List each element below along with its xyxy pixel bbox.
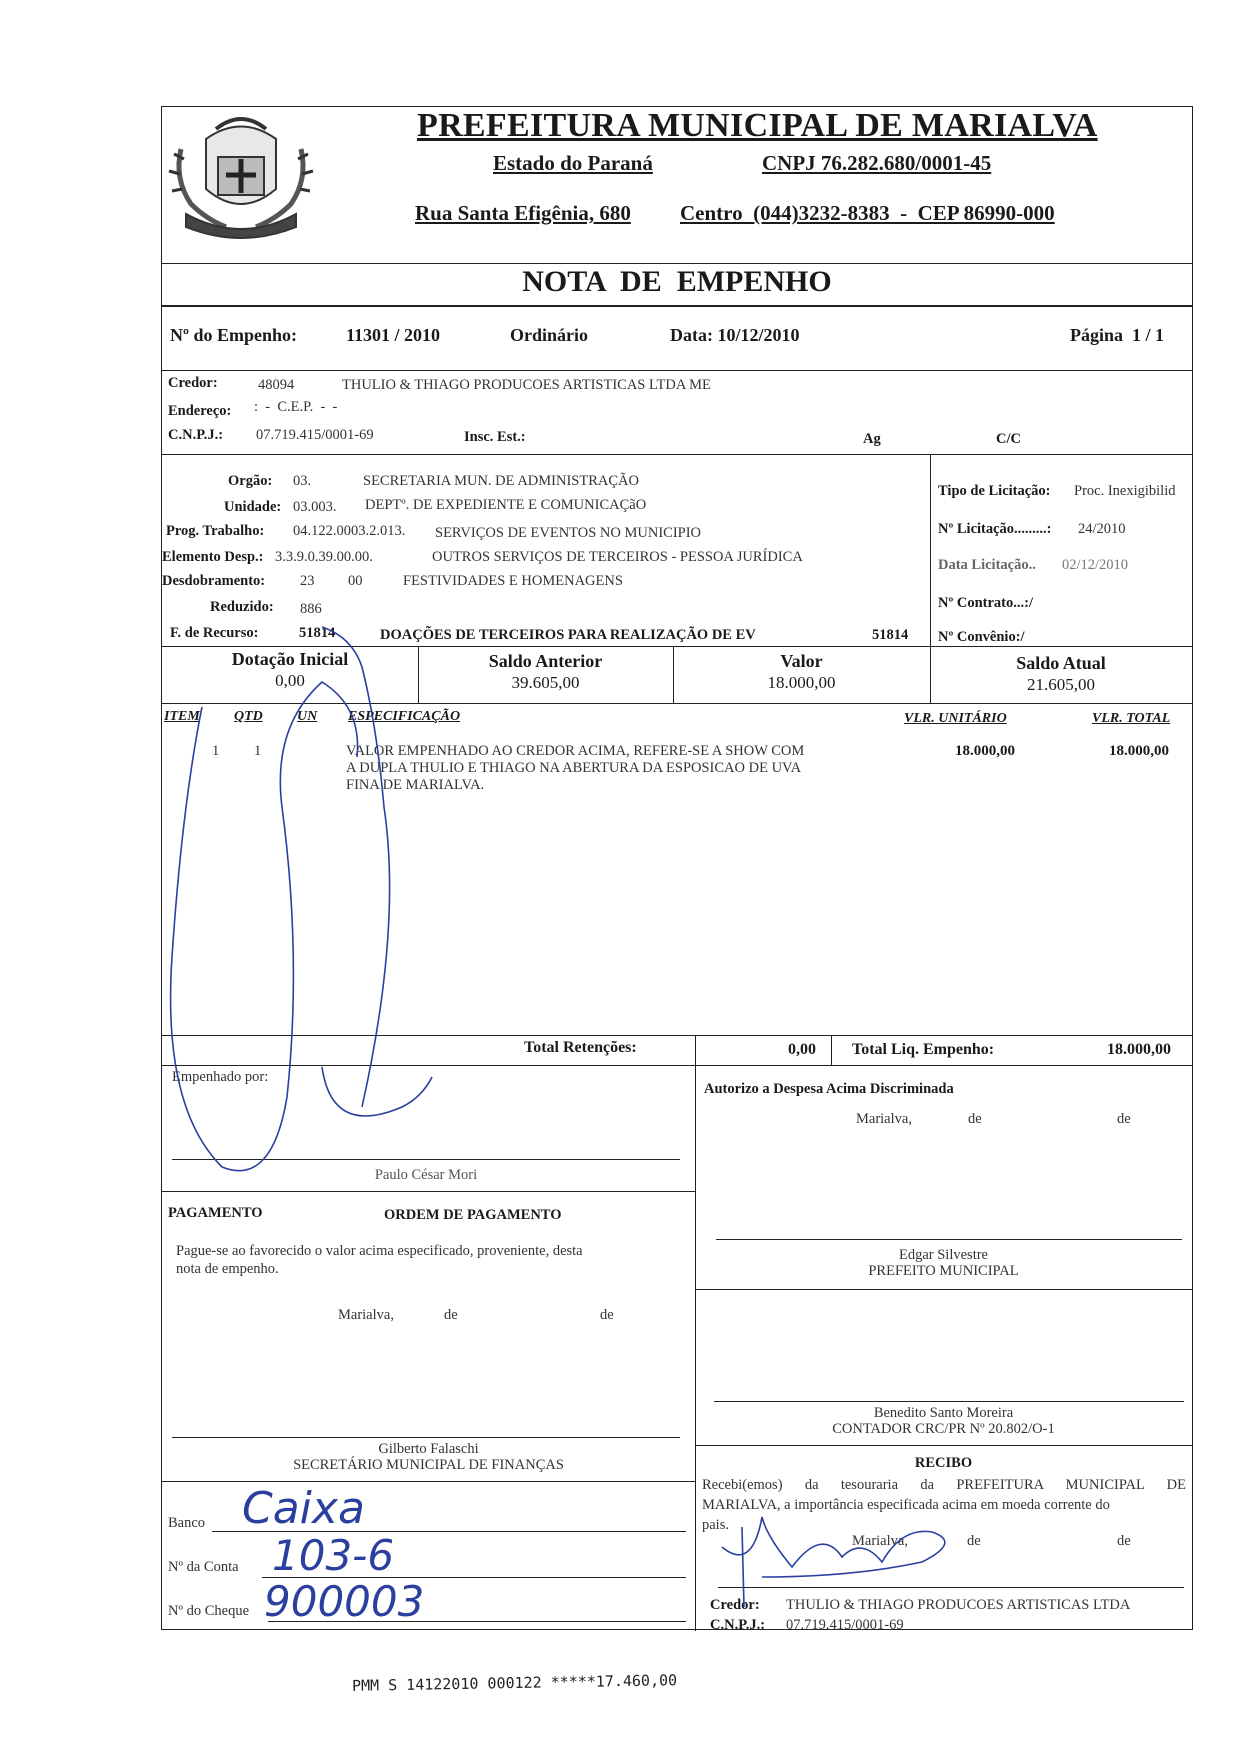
contact-header: Centro (044)3232-8383 - CEP 86990-000 bbox=[680, 201, 1055, 225]
unidade-name: DEPTº. DE EXPEDIENTE E COMUNICAÇãO bbox=[365, 497, 647, 513]
ag-label: Ag bbox=[863, 431, 881, 447]
banco-label: Banco bbox=[168, 1515, 206, 1531]
total-liquido-value: 18.000,00 bbox=[1107, 1041, 1171, 1058]
saldo-anterior-value: 39.605,00 bbox=[511, 673, 580, 692]
col-qtd: QTD bbox=[234, 709, 263, 724]
total-retencoes-label: Total Retenções: bbox=[524, 1039, 637, 1056]
municipality-title: PREFEITURA MUNICIPAL DE MARIALVA bbox=[417, 107, 1098, 144]
secretario-title: SECRETÁRIO MUNICIPAL DE FINANÇAS bbox=[293, 1457, 564, 1473]
item-total-value: 18.000,00 bbox=[1109, 743, 1169, 759]
recurso-label: F. de Recurso: bbox=[170, 625, 259, 641]
convenio-label: Nº Convênio:/ bbox=[938, 629, 1025, 645]
empenhado-por-label: Empenhado por: bbox=[172, 1069, 269, 1085]
cc-label: C/C bbox=[996, 431, 1021, 447]
prog-code: 04.122.0003.2.013. bbox=[293, 523, 406, 539]
pagamento-label: PAGAMENTO bbox=[168, 1205, 263, 1221]
recibo-credor-label: Credor: bbox=[710, 1597, 760, 1613]
item-spec-line-3: FINA DE MARIALVA. bbox=[346, 777, 485, 793]
dotacao-inicial-value: 0,00 bbox=[275, 671, 305, 690]
saldo-atual-value: 21.605,00 bbox=[1027, 675, 1095, 694]
recurso-code: 51814 bbox=[299, 625, 336, 641]
cnpj-label: C.N.P.J.: bbox=[168, 427, 224, 443]
saldo-atual-label: Saldo Atual bbox=[1016, 653, 1106, 673]
address-header: Rua Santa Efigênia, 680 bbox=[415, 201, 631, 225]
empenho-date: Data: 10/12/2010 bbox=[670, 325, 800, 345]
orgao-label: Orgão: bbox=[228, 473, 273, 489]
col-especificacao: ESPECIFICAÇÃO bbox=[348, 709, 461, 724]
recibo-place: Marialva, bbox=[852, 1533, 908, 1549]
empenho-type: Ordinário bbox=[510, 325, 589, 345]
desdobramento-code: 23 bbox=[300, 573, 315, 589]
prefeito-name: Edgar Silvestre bbox=[899, 1247, 988, 1263]
item-spec-line-1: VALOR EMPENHADO AO CREDOR ACIMA, REFERE-SE A SHOW COM bbox=[346, 743, 805, 759]
recibo-line-3: pais. bbox=[702, 1517, 729, 1533]
col-valor-unitario: VLR. UNITÁRIO bbox=[904, 711, 1007, 726]
total-retencoes-value: 0,00 bbox=[788, 1041, 816, 1058]
data-licitacao-value: 02/12/2010 bbox=[1062, 557, 1129, 573]
insc-est-label: Insc. Est.: bbox=[464, 429, 526, 445]
prefeito-title: PREFEITO MUNICIPAL bbox=[868, 1263, 1019, 1279]
secretario-name: Gilberto Falaschi bbox=[378, 1441, 479, 1457]
unidade-code: 03.003. bbox=[293, 499, 337, 515]
recibo-title: RECIBO bbox=[914, 1455, 973, 1471]
orgao-name: SECRETARIA MUN. DE ADMINISTRAÇÃO bbox=[363, 473, 639, 489]
total-liquido-label: Total Liq. Empenho: bbox=[852, 1041, 995, 1058]
item-unit-value: 18.000,00 bbox=[955, 743, 1015, 759]
desdobramento-sub: 00 bbox=[348, 573, 363, 589]
item-spec-line-2: A DUPLA THULIO E THIAGO NA ABERTURA DA ESPOSICAO DE UVA bbox=[346, 760, 802, 776]
recurso-name: DOAÇÕES DE TERCEIROS PARA REALIZAÇÃO DE EV bbox=[380, 627, 756, 643]
reduzido-label: Reduzido: bbox=[210, 599, 274, 615]
prog-name: SERVIÇOS DE EVENTOS NO MUNICIPIO bbox=[435, 525, 702, 541]
page-number: Página 1 / 1 bbox=[1070, 325, 1165, 345]
tipo-licitacao-label: Tipo de Licitação: bbox=[938, 483, 1051, 499]
num-licitacao-value: 24/2010 bbox=[1078, 521, 1126, 537]
pagamento-de-1: de bbox=[444, 1307, 458, 1323]
elemento-code: 3.3.9.0.39.00.00. bbox=[275, 549, 373, 565]
autorizo-de-1: de bbox=[968, 1111, 982, 1127]
orgao-code: 03. bbox=[293, 473, 312, 489]
pagamento-de-2: de bbox=[600, 1307, 614, 1323]
num-licitacao-label: Nº Licitação.........: bbox=[938, 521, 1052, 537]
state-name: Estado do Paraná bbox=[493, 151, 653, 175]
document-title: NOTA DE EMPENHO bbox=[522, 265, 832, 298]
saldo-anterior-label: Saldo Anterior bbox=[488, 651, 603, 671]
nota-de-empenho-form bbox=[161, 106, 1193, 1633]
autorizo-label: Autorizo a Despesa Acima Discriminada bbox=[704, 1081, 954, 1097]
credor-label: Credor: bbox=[168, 375, 218, 391]
recibo-cnpj: 07.719.415/0001-69 bbox=[786, 1617, 904, 1633]
endereco-label: Endereço: bbox=[168, 403, 232, 419]
col-un: UN bbox=[297, 709, 318, 724]
credor-cnpj: 07.719.415/0001-69 bbox=[256, 427, 374, 443]
desdobramento-name: FESTIVIDADES E HOMENAGENS bbox=[403, 573, 623, 589]
recibo-line-2: MARIALVA, a importância especificada acima em moeda corrente do bbox=[702, 1497, 1110, 1513]
item-number: 1 bbox=[212, 743, 220, 759]
recibo-de-1: de bbox=[967, 1533, 981, 1549]
autorizo-de-2: de bbox=[1117, 1111, 1131, 1127]
item-qtd: 1 bbox=[254, 743, 262, 759]
data-licitacao-label: Data Licitação.. bbox=[938, 557, 1036, 573]
credor-code: 48094 bbox=[258, 377, 295, 393]
machine-stamp: PMM S 14122010 000122 *****17.460,00 bbox=[351, 1671, 678, 1695]
valor-value: 18.000,00 bbox=[767, 673, 836, 692]
valor-label: Valor bbox=[780, 651, 823, 671]
empenho-number: 11301 / 2010 bbox=[346, 325, 441, 345]
recibo-cnpj-label: C.N.P.J.: bbox=[710, 1617, 766, 1633]
handwritten-cheque: 900003 bbox=[264, 1577, 425, 1626]
contador-name: Benedito Santo Moreira bbox=[873, 1405, 1014, 1421]
pague-line-1: Pague-se ao favorecido o valor acima especificado, proveniente, desta bbox=[176, 1243, 583, 1259]
elemento-name: OUTROS SERVIÇOS DE TERCEIROS - PESSOA JURÍDICA bbox=[432, 549, 803, 565]
recurso-code-2: 51814 bbox=[872, 627, 909, 643]
autorizo-place: Marialva, bbox=[856, 1111, 912, 1127]
pagamento-place: Marialva, bbox=[338, 1307, 394, 1323]
cheque-label: Nº do Cheque bbox=[168, 1603, 250, 1619]
prog-label: Prog. Trabalho: bbox=[166, 523, 265, 539]
recibo-line-1: Recebi(emos) da tesouraria da PREFEITURA MUNICIPAL DE bbox=[702, 1477, 1186, 1493]
pen-signatures bbox=[162, 107, 1192, 1631]
ordem-pagamento-label: ORDEM DE PAGAMENTO bbox=[384, 1207, 562, 1223]
empenho-number-label: Nº do Empenho: bbox=[170, 325, 297, 345]
recibo-credor-name: THULIO & THIAGO PRODUCOES ARTISTICAS LTDA bbox=[786, 1597, 1131, 1613]
desdobramento-label: Desdobramento: bbox=[162, 573, 266, 589]
pague-line-2: nota de empenho. bbox=[176, 1261, 279, 1277]
empenhado-por-name: Paulo César Mori bbox=[374, 1167, 478, 1183]
tipo-licitacao-value: Proc. Inexigibilid bbox=[1074, 483, 1176, 499]
conta-label: Nº da Conta bbox=[168, 1559, 239, 1575]
col-item: ITEM bbox=[164, 709, 200, 724]
handwritten-banco: Caixa bbox=[242, 1483, 365, 1534]
unidade-label: Unidade: bbox=[224, 499, 282, 515]
contrato-label: Nº Contrato...:/ bbox=[938, 595, 1033, 611]
credor-name: THULIO & THIAGO PRODUCOES ARTISTICAS LTDA ME bbox=[342, 377, 711, 393]
contador-title: CONTADOR CRC/PR Nº 20.802/O-1 bbox=[832, 1421, 1055, 1437]
endereco-value: : - C.E.P. - - bbox=[254, 399, 338, 415]
col-valor-total: VLR. TOTAL bbox=[1092, 711, 1171, 726]
cnpj-header: CNPJ 76.282.680/0001-45 bbox=[762, 151, 992, 175]
elemento-label: Elemento Desp.: bbox=[162, 549, 264, 565]
handwritten-conta: 103-6 bbox=[272, 1531, 395, 1580]
recibo-de-2: de bbox=[1117, 1533, 1131, 1549]
dotacao-inicial-label: Dotação Inicial bbox=[231, 649, 349, 669]
reduzido-value: 886 bbox=[300, 601, 322, 617]
